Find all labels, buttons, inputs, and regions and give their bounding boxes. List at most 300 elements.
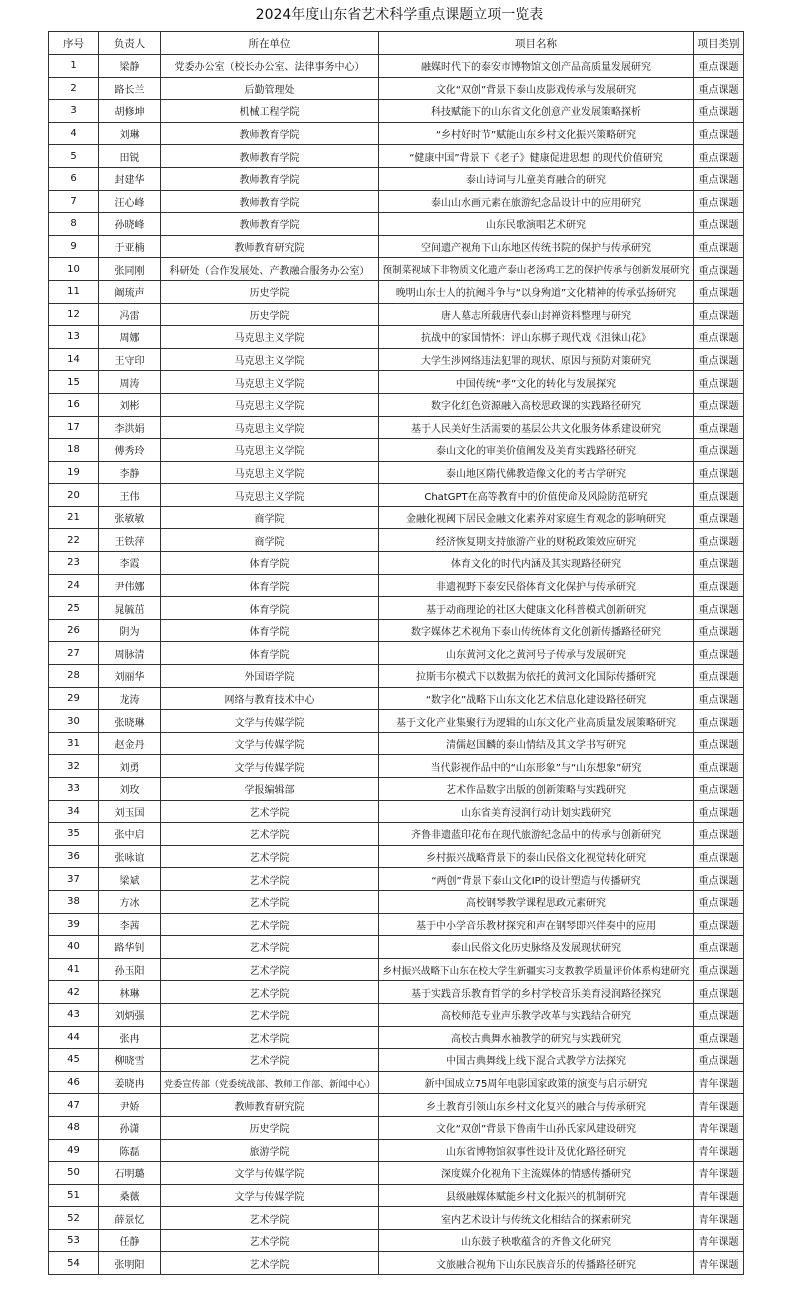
cell-category: 重点课题 <box>694 393 744 416</box>
cell-leader: 王伟 <box>99 484 161 507</box>
cell-no: 36 <box>49 845 99 868</box>
cell-leader: 李茜 <box>99 913 161 936</box>
cell-unit: 教师教育学院 <box>161 167 379 190</box>
cell-unit: 机械工程学院 <box>161 100 379 123</box>
cell-leader: 周娜 <box>99 326 161 349</box>
cell-no: 54 <box>49 1252 99 1275</box>
cell-no: 44 <box>49 1026 99 1049</box>
cell-category: 重点课题 <box>694 552 744 575</box>
cell-no: 11 <box>49 280 99 303</box>
table-row <box>49 416 744 439</box>
cell-no: 39 <box>49 913 99 936</box>
table-row <box>49 461 744 484</box>
table-row <box>49 755 744 778</box>
cell-project: 科技赋能下的山东省文化创意产业发展策略探析 <box>379 100 694 123</box>
table-row <box>49 1026 744 1049</box>
table-row <box>49 167 744 190</box>
cell-project: 艺术作品数字出版的创新策略与实践研究 <box>379 778 694 801</box>
cell-category: 青年课题 <box>694 1162 744 1185</box>
cell-project: “乡村好时节”赋能山东乡村文化振兴策略研究 <box>379 122 694 145</box>
cell-no: 31 <box>49 732 99 755</box>
table-row <box>49 913 744 936</box>
header-no: 序号 <box>49 32 99 55</box>
cell-no: 30 <box>49 710 99 733</box>
cell-unit: 艺术学院 <box>161 845 379 868</box>
cell-no: 20 <box>49 484 99 507</box>
cell-project: 清儒赵国麟的泰山情结及其文学书写研究 <box>379 732 694 755</box>
cell-project: 基于中小学音乐教材探究和声在钢琴即兴伴奏中的应用 <box>379 913 694 936</box>
cell-project: 唐人墓志所载唐代泰山封禅资料整理与研究 <box>379 303 694 326</box>
cell-unit: 艺术学院 <box>161 1229 379 1252</box>
cell-unit: 艺术学院 <box>161 890 379 913</box>
cell-project: 金融化视阈下居民金融文化素养对家庭生育观念的影响研究 <box>379 506 694 529</box>
cell-category: 重点课题 <box>694 55 744 78</box>
cell-unit: 马克思主义学院 <box>161 371 379 394</box>
cell-unit: 马克思主义学院 <box>161 461 379 484</box>
cell-category: 重点课题 <box>694 235 744 258</box>
cell-leader: 桑薇 <box>99 1184 161 1207</box>
table-row <box>49 393 744 416</box>
table-row <box>49 868 744 891</box>
cell-project: 数字化红色资源融入高校思政课的实践路径研究 <box>379 393 694 416</box>
cell-category: 青年课题 <box>694 1139 744 1162</box>
table-row <box>49 1139 744 1162</box>
cell-no: 35 <box>49 823 99 846</box>
cell-leader: 阴为 <box>99 619 161 642</box>
cell-no: 23 <box>49 552 99 575</box>
cell-unit: 文学与传媒学院 <box>161 755 379 778</box>
project-table <box>48 31 744 1275</box>
cell-leader: 尹伟娜 <box>99 574 161 597</box>
cell-no: 27 <box>49 642 99 665</box>
cell-leader: 任静 <box>99 1229 161 1252</box>
cell-leader: 张咏谊 <box>99 845 161 868</box>
cell-project: 新中国成立75周年电影国家政策的演变与启示研究 <box>379 1071 694 1094</box>
cell-project: 文旅融合视角下山东民族音乐的传播路径研究 <box>379 1252 694 1275</box>
cell-leader: 李洪娟 <box>99 416 161 439</box>
cell-unit: 艺术学院 <box>161 800 379 823</box>
cell-category: 重点课题 <box>694 778 744 801</box>
cell-unit: 艺术学院 <box>161 1049 379 1072</box>
cell-leader: 刘玫 <box>99 778 161 801</box>
cell-unit: 外国语学院 <box>161 665 379 688</box>
cell-no: 2 <box>49 77 99 100</box>
cell-unit: 学报编辑部 <box>161 778 379 801</box>
cell-no: 50 <box>49 1162 99 1185</box>
cell-leader: 阚琉声 <box>99 280 161 303</box>
table-row <box>49 1003 744 1026</box>
cell-leader: 张敏敏 <box>99 506 161 529</box>
cell-no: 10 <box>49 258 99 281</box>
table-row <box>49 145 744 168</box>
cell-project: 基于文化产业集聚行为逻辑的山东文化产业高质量发展策略研究 <box>379 710 694 733</box>
cell-project: 乡土教育引领山东乡村文化复兴的融合与传承研究 <box>379 1094 694 1117</box>
cell-no: 45 <box>49 1049 99 1072</box>
cell-no: 1 <box>49 55 99 78</box>
cell-category: 重点课题 <box>694 845 744 868</box>
cell-category: 重点课题 <box>694 280 744 303</box>
table-row <box>49 890 744 913</box>
table-row <box>49 1207 744 1230</box>
table-row <box>49 1049 744 1072</box>
cell-unit: 马克思主义学院 <box>161 416 379 439</box>
cell-no: 18 <box>49 439 99 462</box>
cell-no: 7 <box>49 190 99 213</box>
table-row <box>49 348 744 371</box>
cell-unit: 体育学院 <box>161 619 379 642</box>
cell-project: 山东鼓子秧歌蕴含的齐鲁文化研究 <box>379 1229 694 1252</box>
cell-no: 51 <box>49 1184 99 1207</box>
cell-no: 33 <box>49 778 99 801</box>
cell-category: 重点课题 <box>694 145 744 168</box>
cell-unit: 艺术学院 <box>161 913 379 936</box>
cell-project: 基于动商理论的社区大健康文化科普模式创新研究 <box>379 597 694 620</box>
table-row <box>49 506 744 529</box>
cell-unit: 文学与传媒学院 <box>161 1162 379 1185</box>
cell-project: 体育文化的时代内涵及其实现路径研究 <box>379 552 694 575</box>
cell-unit: 马克思主义学院 <box>161 326 379 349</box>
cell-unit: 艺术学院 <box>161 981 379 1004</box>
cell-leader: 田锐 <box>99 145 161 168</box>
cell-leader: 于亚楠 <box>99 235 161 258</box>
table-row <box>49 439 744 462</box>
cell-project: 中国传统“孝”文化的转化与发展探究 <box>379 371 694 394</box>
cell-leader: 张明阳 <box>99 1252 161 1275</box>
cell-project: 基于人民美好生活需要的基层公共文化服务体系建设研究 <box>379 416 694 439</box>
cell-category: 重点课题 <box>694 710 744 733</box>
cell-no: 32 <box>49 755 99 778</box>
cell-leader: 梁静 <box>99 55 161 78</box>
cell-no: 19 <box>49 461 99 484</box>
cell-project: 齐鲁非遗蓝印花布在现代旅游纪念品中的传承与创新研究 <box>379 823 694 846</box>
cell-project: 乡村振兴战略下山东在校大学生新疆实习支教教学质量评价体系构建研究 <box>379 958 694 981</box>
cell-category: 重点课题 <box>694 913 744 936</box>
table-row <box>49 529 744 552</box>
cell-no: 8 <box>49 213 99 236</box>
cell-category: 重点课题 <box>694 755 744 778</box>
cell-category: 重点课题 <box>694 732 744 755</box>
table-title: 2024年度山东省艺术科学重点课题立项一览表 <box>255 7 544 23</box>
cell-no: 17 <box>49 416 99 439</box>
cell-unit: 马克思主义学院 <box>161 484 379 507</box>
cell-category: 重点课题 <box>694 574 744 597</box>
cell-leader: 龙涛 <box>99 687 161 710</box>
table-row <box>49 958 744 981</box>
cell-no: 9 <box>49 235 99 258</box>
cell-project: 融媒时代下的泰安市博物馆文创产品高质量发展研究 <box>379 55 694 78</box>
cell-project: 基于实践音乐教育哲学的乡村学校音乐美育浸润路径探究 <box>379 981 694 1004</box>
cell-unit: 艺术学院 <box>161 1252 379 1275</box>
cell-leader: 晁毓茁 <box>99 597 161 620</box>
cell-leader: 林琳 <box>99 981 161 1004</box>
cell-no: 25 <box>49 597 99 620</box>
cell-no: 53 <box>49 1229 99 1252</box>
cell-no: 5 <box>49 145 99 168</box>
cell-category: 重点课题 <box>694 958 744 981</box>
table-row <box>49 235 744 258</box>
cell-project: 山东省美育浸润行动计划实践研究 <box>379 800 694 823</box>
table-row <box>49 687 744 710</box>
cell-project: 大学生涉网络违法犯罪的现状、原因与预防对策研究 <box>379 348 694 371</box>
cell-category: 重点课题 <box>694 800 744 823</box>
table-row <box>49 732 744 755</box>
table-row <box>49 371 744 394</box>
cell-category: 重点课题 <box>694 890 744 913</box>
cell-unit: 教师教育学院 <box>161 145 379 168</box>
cell-unit: 马克思主义学院 <box>161 393 379 416</box>
cell-unit: 文学与传媒学院 <box>161 710 379 733</box>
cell-leader: 路长兰 <box>99 77 161 100</box>
table-row <box>49 981 744 1004</box>
table-row <box>49 280 744 303</box>
cell-unit: 体育学院 <box>161 574 379 597</box>
cell-no: 41 <box>49 958 99 981</box>
cell-project: 山东黄河文化之黄河号子传承与发展研究 <box>379 642 694 665</box>
cell-no: 37 <box>49 868 99 891</box>
cell-no: 21 <box>49 506 99 529</box>
cell-unit: 商学院 <box>161 529 379 552</box>
cell-unit: 艺术学院 <box>161 1026 379 1049</box>
cell-leader: 孙玉阳 <box>99 958 161 981</box>
cell-category: 青年课题 <box>694 1207 744 1230</box>
cell-no: 16 <box>49 393 99 416</box>
cell-category: 重点课题 <box>694 823 744 846</box>
cell-unit: 教师教育学院 <box>161 190 379 213</box>
cell-leader: 刘彬 <box>99 393 161 416</box>
table-row <box>49 1184 744 1207</box>
cell-no: 26 <box>49 619 99 642</box>
header-project: 项目名称 <box>379 32 694 55</box>
cell-no: 15 <box>49 371 99 394</box>
cell-leader: 石明璐 <box>99 1162 161 1185</box>
cell-unit: 马克思主义学院 <box>161 348 379 371</box>
cell-no: 34 <box>49 800 99 823</box>
cell-project: “健康中国”背景下《老子》健康促进思想 的现代价值研究 <box>379 145 694 168</box>
cell-no: 22 <box>49 529 99 552</box>
table-row <box>49 55 744 78</box>
cell-unit: 体育学院 <box>161 642 379 665</box>
cell-no: 47 <box>49 1094 99 1117</box>
cell-no: 13 <box>49 326 99 349</box>
cell-category: 重点课题 <box>694 326 744 349</box>
cell-leader: 冯雷 <box>99 303 161 326</box>
cell-leader: 刘勇 <box>99 755 161 778</box>
cell-category: 重点课题 <box>694 1049 744 1072</box>
cell-project: 泰山诗词与儿童美育融合的研究 <box>379 167 694 190</box>
cell-project: 中国古典舞线上线下混合式教学方法探究 <box>379 1049 694 1072</box>
cell-leader: 刘玉国 <box>99 800 161 823</box>
cell-project: 预制菜视域下非物质文化遗产泰山老汤鸡工艺的保护传承与创新发展研究 <box>379 258 694 281</box>
cell-no: 4 <box>49 122 99 145</box>
cell-project: 当代影视作品中的“山东形象”与“山东想象”研究 <box>379 755 694 778</box>
cell-leader: 李静 <box>99 461 161 484</box>
table-row <box>49 845 744 868</box>
cell-leader: 刘丽华 <box>99 665 161 688</box>
cell-unit: 艺术学院 <box>161 823 379 846</box>
cell-project: 泰山文化的审美价值阐发及美育实践路径研究 <box>379 439 694 462</box>
cell-no: 52 <box>49 1207 99 1230</box>
cell-leader: 路华钊 <box>99 936 161 959</box>
cell-no: 42 <box>49 981 99 1004</box>
header-unit: 所在单位 <box>161 32 379 55</box>
cell-unit: 艺术学院 <box>161 936 379 959</box>
cell-category: 重点课题 <box>694 484 744 507</box>
cell-leader: 方冰 <box>99 890 161 913</box>
table-row <box>49 1094 744 1117</box>
cell-project: 泰山地区隋代佛教造像文化的考古学研究 <box>379 461 694 484</box>
table-row <box>49 597 744 620</box>
cell-project: 高校钢琴教学课程思政元素研究 <box>379 890 694 913</box>
cell-category: 重点课题 <box>694 213 744 236</box>
cell-category: 重点课题 <box>694 529 744 552</box>
cell-project: 抗战中的家国情怀：评山东梆子现代戏《沮徕山花》 <box>379 326 694 349</box>
cell-unit: 文学与传媒学院 <box>161 732 379 755</box>
cell-project: “两创”背景下泰山文化IP的设计塑造与传播研究 <box>379 868 694 891</box>
table-row <box>49 484 744 507</box>
table-row <box>49 303 744 326</box>
cell-leader: 孙晓峰 <box>99 213 161 236</box>
cell-category: 重点课题 <box>694 303 744 326</box>
cell-unit: 科研处（合作发展处、产教融合服务办公室） <box>161 258 379 281</box>
cell-leader: 汪心峰 <box>99 190 161 213</box>
cell-project: 经济恢复期支持旅游产业的财税政策效应研究 <box>379 529 694 552</box>
cell-category: 青年课题 <box>694 1094 744 1117</box>
cell-category: 青年课题 <box>694 1071 744 1094</box>
cell-project: 文化“双创”背景下泰山皮影戏传承与发展研究 <box>379 77 694 100</box>
header-row <box>49 32 744 55</box>
cell-project: 文化“双创”背景下鲁南牛山孙氏家风建设研究 <box>379 1116 694 1139</box>
cell-category: 重点课题 <box>694 348 744 371</box>
cell-leader: 张中启 <box>99 823 161 846</box>
cell-no: 38 <box>49 890 99 913</box>
cell-leader: 刘炳强 <box>99 1003 161 1026</box>
cell-no: 12 <box>49 303 99 326</box>
cell-category: 重点课题 <box>694 77 744 100</box>
cell-project: “数字化”战略下山东文化艺术信息化建设路径研究 <box>379 687 694 710</box>
cell-category: 重点课题 <box>694 665 744 688</box>
cell-category: 重点课题 <box>694 642 744 665</box>
cell-project: 山东省博物馆叙事性设计及优化路径研究 <box>379 1139 694 1162</box>
cell-category: 重点课题 <box>694 100 744 123</box>
cell-leader: 张同刚 <box>99 258 161 281</box>
table-row <box>49 800 744 823</box>
cell-category: 青年课题 <box>694 1252 744 1275</box>
cell-unit: 艺术学院 <box>161 1003 379 1026</box>
table-row <box>49 1116 744 1139</box>
cell-category: 重点课题 <box>694 981 744 1004</box>
cell-no: 43 <box>49 1003 99 1026</box>
cell-no: 49 <box>49 1139 99 1162</box>
table-row <box>49 552 744 575</box>
cell-leader: 李霞 <box>99 552 161 575</box>
table-row <box>49 665 744 688</box>
table-row <box>49 778 744 801</box>
table-row <box>49 710 744 733</box>
cell-project: 非遗视野下泰安民俗体育文化保护与传承研究 <box>379 574 694 597</box>
cell-category: 重点课题 <box>694 371 744 394</box>
cell-unit: 教师教育研究院 <box>161 235 379 258</box>
cell-category: 重点课题 <box>694 258 744 281</box>
cell-unit: 党委宣传部（党委统战部、教师工作部、新闻中心） <box>161 1071 379 1094</box>
cell-leader: 王铁萍 <box>99 529 161 552</box>
cell-leader: 尹娇 <box>99 1094 161 1117</box>
cell-no: 48 <box>49 1116 99 1139</box>
cell-unit: 商学院 <box>161 506 379 529</box>
cell-project: 山东民歌演唱艺术研究 <box>379 213 694 236</box>
cell-project: 晚明山东士人的抗阉斗争与“以身殉道”文化精神的传承弘扬研究 <box>379 280 694 303</box>
table-row <box>49 326 744 349</box>
cell-no: 14 <box>49 348 99 371</box>
cell-unit: 旅游学院 <box>161 1139 379 1162</box>
table-row <box>49 258 744 281</box>
cell-project: 高校师范专业声乐教学改革与实践结合研究 <box>379 1003 694 1026</box>
table-row <box>49 122 744 145</box>
header-leader: 负责人 <box>99 32 161 55</box>
table-row <box>49 1071 744 1094</box>
cell-no: 6 <box>49 167 99 190</box>
header-category: 项目类别 <box>694 32 744 55</box>
cell-project: 室内艺术设计与传统文化相结合的探索研究 <box>379 1207 694 1230</box>
cell-unit: 历史学院 <box>161 1116 379 1139</box>
cell-no: 40 <box>49 936 99 959</box>
cell-project: 深度媒介化视角下主流媒体的情感传播研究 <box>379 1162 694 1185</box>
cell-category: 重点课题 <box>694 190 744 213</box>
cell-leader: 周脉清 <box>99 642 161 665</box>
table-row <box>49 642 744 665</box>
cell-no: 29 <box>49 687 99 710</box>
cell-unit: 教师教育学院 <box>161 213 379 236</box>
cell-leader: 赵金丹 <box>99 732 161 755</box>
cell-unit: 艺术学院 <box>161 958 379 981</box>
table-row <box>49 77 744 100</box>
cell-project: 高校古典舞水袖教学的研究与实践研究 <box>379 1026 694 1049</box>
cell-leader: 陈磊 <box>99 1139 161 1162</box>
table-row <box>49 619 744 642</box>
cell-unit: 教师教育学院 <box>161 122 379 145</box>
cell-category: 重点课题 <box>694 936 744 959</box>
table-row <box>49 100 744 123</box>
cell-leader: 封建华 <box>99 167 161 190</box>
cell-project: 空间遗产视角下山东地区传统书院的保护与传承研究 <box>379 235 694 258</box>
cell-category: 重点课题 <box>694 416 744 439</box>
table-row <box>49 213 744 236</box>
cell-unit: 历史学院 <box>161 280 379 303</box>
cell-project: 数字媒体艺术视角下泰山传统体育文化创新传播路径研究 <box>379 619 694 642</box>
cell-unit: 体育学院 <box>161 597 379 620</box>
cell-unit: 网络与教育技术中心 <box>161 687 379 710</box>
cell-unit: 后勤管理处 <box>161 77 379 100</box>
cell-leader: 张冉 <box>99 1026 161 1049</box>
cell-category: 青年课题 <box>694 1184 744 1207</box>
table-body <box>49 55 744 1275</box>
cell-category: 重点课题 <box>694 439 744 462</box>
cell-leader: 张晓琳 <box>99 710 161 733</box>
cell-unit: 艺术学院 <box>161 1207 379 1230</box>
cell-unit: 体育学院 <box>161 552 379 575</box>
table-row <box>49 936 744 959</box>
cell-category: 重点课题 <box>694 1003 744 1026</box>
cell-category: 重点课题 <box>694 122 744 145</box>
cell-category: 重点课题 <box>694 1026 744 1049</box>
cell-leader: 孙潇 <box>99 1116 161 1139</box>
cell-leader: 王守印 <box>99 348 161 371</box>
cell-no: 28 <box>49 665 99 688</box>
cell-category: 青年课题 <box>694 1229 744 1252</box>
table-row <box>49 1229 744 1252</box>
cell-category: 重点课题 <box>694 868 744 891</box>
cell-leader: 周涛 <box>99 371 161 394</box>
cell-leader: 刘琳 <box>99 122 161 145</box>
